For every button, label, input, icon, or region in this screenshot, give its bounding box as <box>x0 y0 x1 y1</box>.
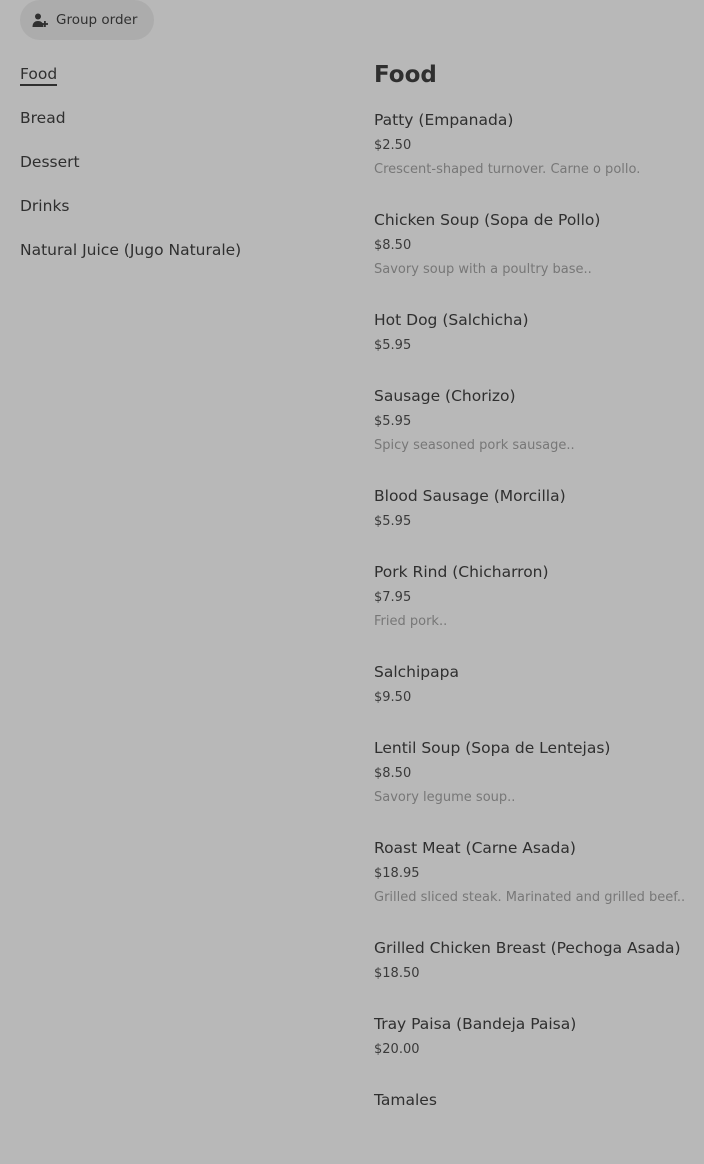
menu-item[interactable] <box>374 736 694 836</box>
menu-item[interactable] <box>374 936 694 1012</box>
item-description: Crescent-shaped turnover. Carne o pollo. <box>374 162 641 177</box>
nav-item-label: Bread <box>20 109 66 127</box>
item-description: Spicy seasoned pork sausage.. <box>374 438 575 453</box>
menu-item[interactable] <box>374 1088 694 1164</box>
category-nav <box>20 62 340 282</box>
menu-item[interactable] <box>374 660 694 736</box>
nav-item-natural-juice[interactable] <box>20 238 340 282</box>
item-price: $18.95 <box>374 866 420 881</box>
item-description: Fried pork.. <box>374 614 448 629</box>
item-description: Savory legume soup.. <box>374 790 516 805</box>
nav-item-label: Food <box>20 65 57 86</box>
item-price: $2.50 <box>374 138 412 153</box>
nav-item-label: Natural Juice (Jugo Naturale) <box>20 241 242 259</box>
nav-item-label: Drinks <box>20 197 70 215</box>
group-order-label: Group order <box>56 12 138 28</box>
person-add-icon <box>32 12 48 28</box>
nav-item-food[interactable] <box>20 62 340 106</box>
menu-item[interactable] <box>374 836 694 936</box>
item-description: Savory soup with a poultry base.. <box>374 262 592 277</box>
group-order-button[interactable] <box>20 0 154 40</box>
item-name: Chicken Soup (Sopa de Pollo) <box>374 211 601 229</box>
menu-item[interactable] <box>374 108 694 208</box>
item-price: $9.50 <box>374 690 412 705</box>
menu-item[interactable] <box>374 208 694 308</box>
nav-item-drinks[interactable] <box>20 194 340 238</box>
menu-item[interactable] <box>374 384 694 484</box>
item-name: Pork Rind (Chicharron) <box>374 563 549 581</box>
item-name: Hot Dog (Salchicha) <box>374 311 529 329</box>
item-price: $5.95 <box>374 338 412 353</box>
item-price: $20.00 <box>374 1042 420 1057</box>
item-name: Blood Sausage (Morcilla) <box>374 487 566 505</box>
item-price: $8.50 <box>374 766 412 781</box>
menu-item[interactable] <box>374 308 694 384</box>
item-price: $5.95 <box>374 414 412 429</box>
item-name: Roast Meat (Carne Asada) <box>374 839 576 857</box>
item-name: Patty (Empanada) <box>374 111 514 129</box>
section-title: Food <box>374 62 437 88</box>
menu-item[interactable] <box>374 560 694 660</box>
item-name: Tamales <box>374 1091 437 1109</box>
nav-item-label: Dessert <box>20 153 80 171</box>
menu-item[interactable] <box>374 484 694 560</box>
item-price: $18.50 <box>374 966 420 981</box>
menu-item[interactable] <box>374 1012 694 1088</box>
item-name: Sausage (Chorizo) <box>374 387 516 405</box>
item-name: Tray Paisa (Bandeja Paisa) <box>374 1015 577 1033</box>
item-price: $7.95 <box>374 590 412 605</box>
item-name: Lentil Soup (Sopa de Lentejas) <box>374 739 611 757</box>
menu-item-list <box>374 108 694 1164</box>
item-description: Grilled sliced steak. Marinated and grilled beef.. <box>374 890 686 905</box>
item-name: Salchipapa <box>374 663 459 681</box>
item-name: Grilled Chicken Breast (Pechoga Asada) <box>374 939 681 957</box>
item-price: $5.95 <box>374 514 412 529</box>
nav-item-bread[interactable] <box>20 106 340 150</box>
nav-item-dessert[interactable] <box>20 150 340 194</box>
item-price: $8.50 <box>374 238 412 253</box>
